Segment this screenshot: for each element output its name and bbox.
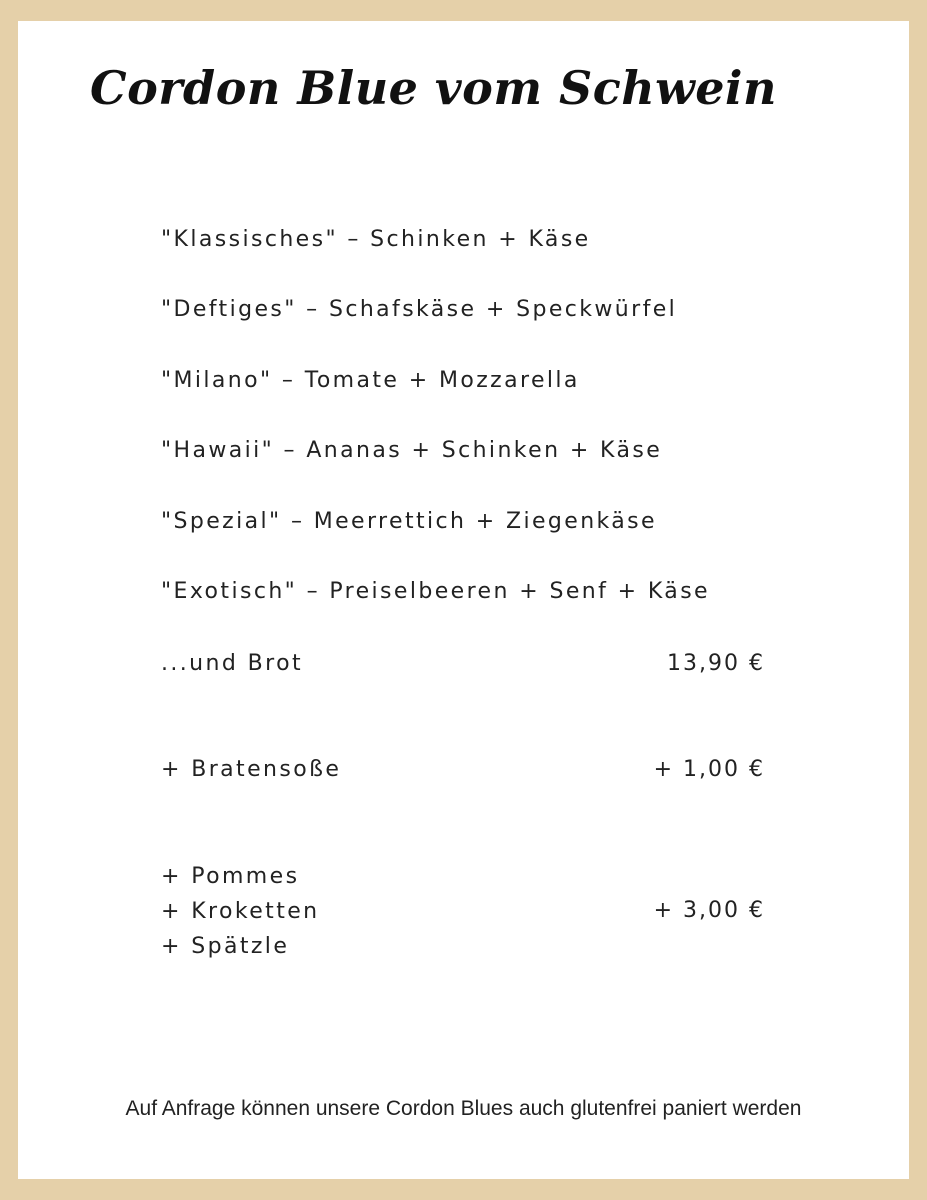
sides-price: + 3,00 € bbox=[653, 898, 765, 923]
menu-title: Cordon Blue vom Schwein bbox=[90, 61, 777, 115]
variety-item-klassisches: "Klassisches" – Schinken + Käse bbox=[161, 227, 591, 252]
variety-item-exotisch: "Exotisch" – Preiselbeeren + Senf + Käse bbox=[161, 579, 710, 604]
variety-item-milano: "Milano" – Tomate + Mozzarella bbox=[161, 368, 580, 393]
side-item-kroketten: + Kroketten bbox=[161, 899, 320, 924]
menu-page bbox=[18, 21, 909, 1179]
variety-item-spezial: "Spezial" – Meerrettich + Ziegenkäse bbox=[161, 509, 657, 534]
side-item-spaetzle: + Spätzle bbox=[161, 934, 290, 959]
variety-item-hawaii: "Hawaii" – Ananas + Schinken + Käse bbox=[161, 438, 663, 463]
variety-item-deftiges: "Deftiges" – Schafskäse + Speckwürfel bbox=[161, 297, 678, 322]
sauce-price: + 1,00 € bbox=[653, 757, 765, 782]
base-price: 13,90 € bbox=[667, 651, 765, 676]
side-item-pommes: + Pommes bbox=[161, 864, 300, 889]
sauce-item-label: + Bratensoße bbox=[161, 757, 342, 782]
base-item-label: ...und Brot bbox=[161, 651, 303, 676]
footer-note: Auf Anfrage können unsere Cordon Blues auch glutenfrei paniert werden bbox=[125, 1097, 802, 1120]
